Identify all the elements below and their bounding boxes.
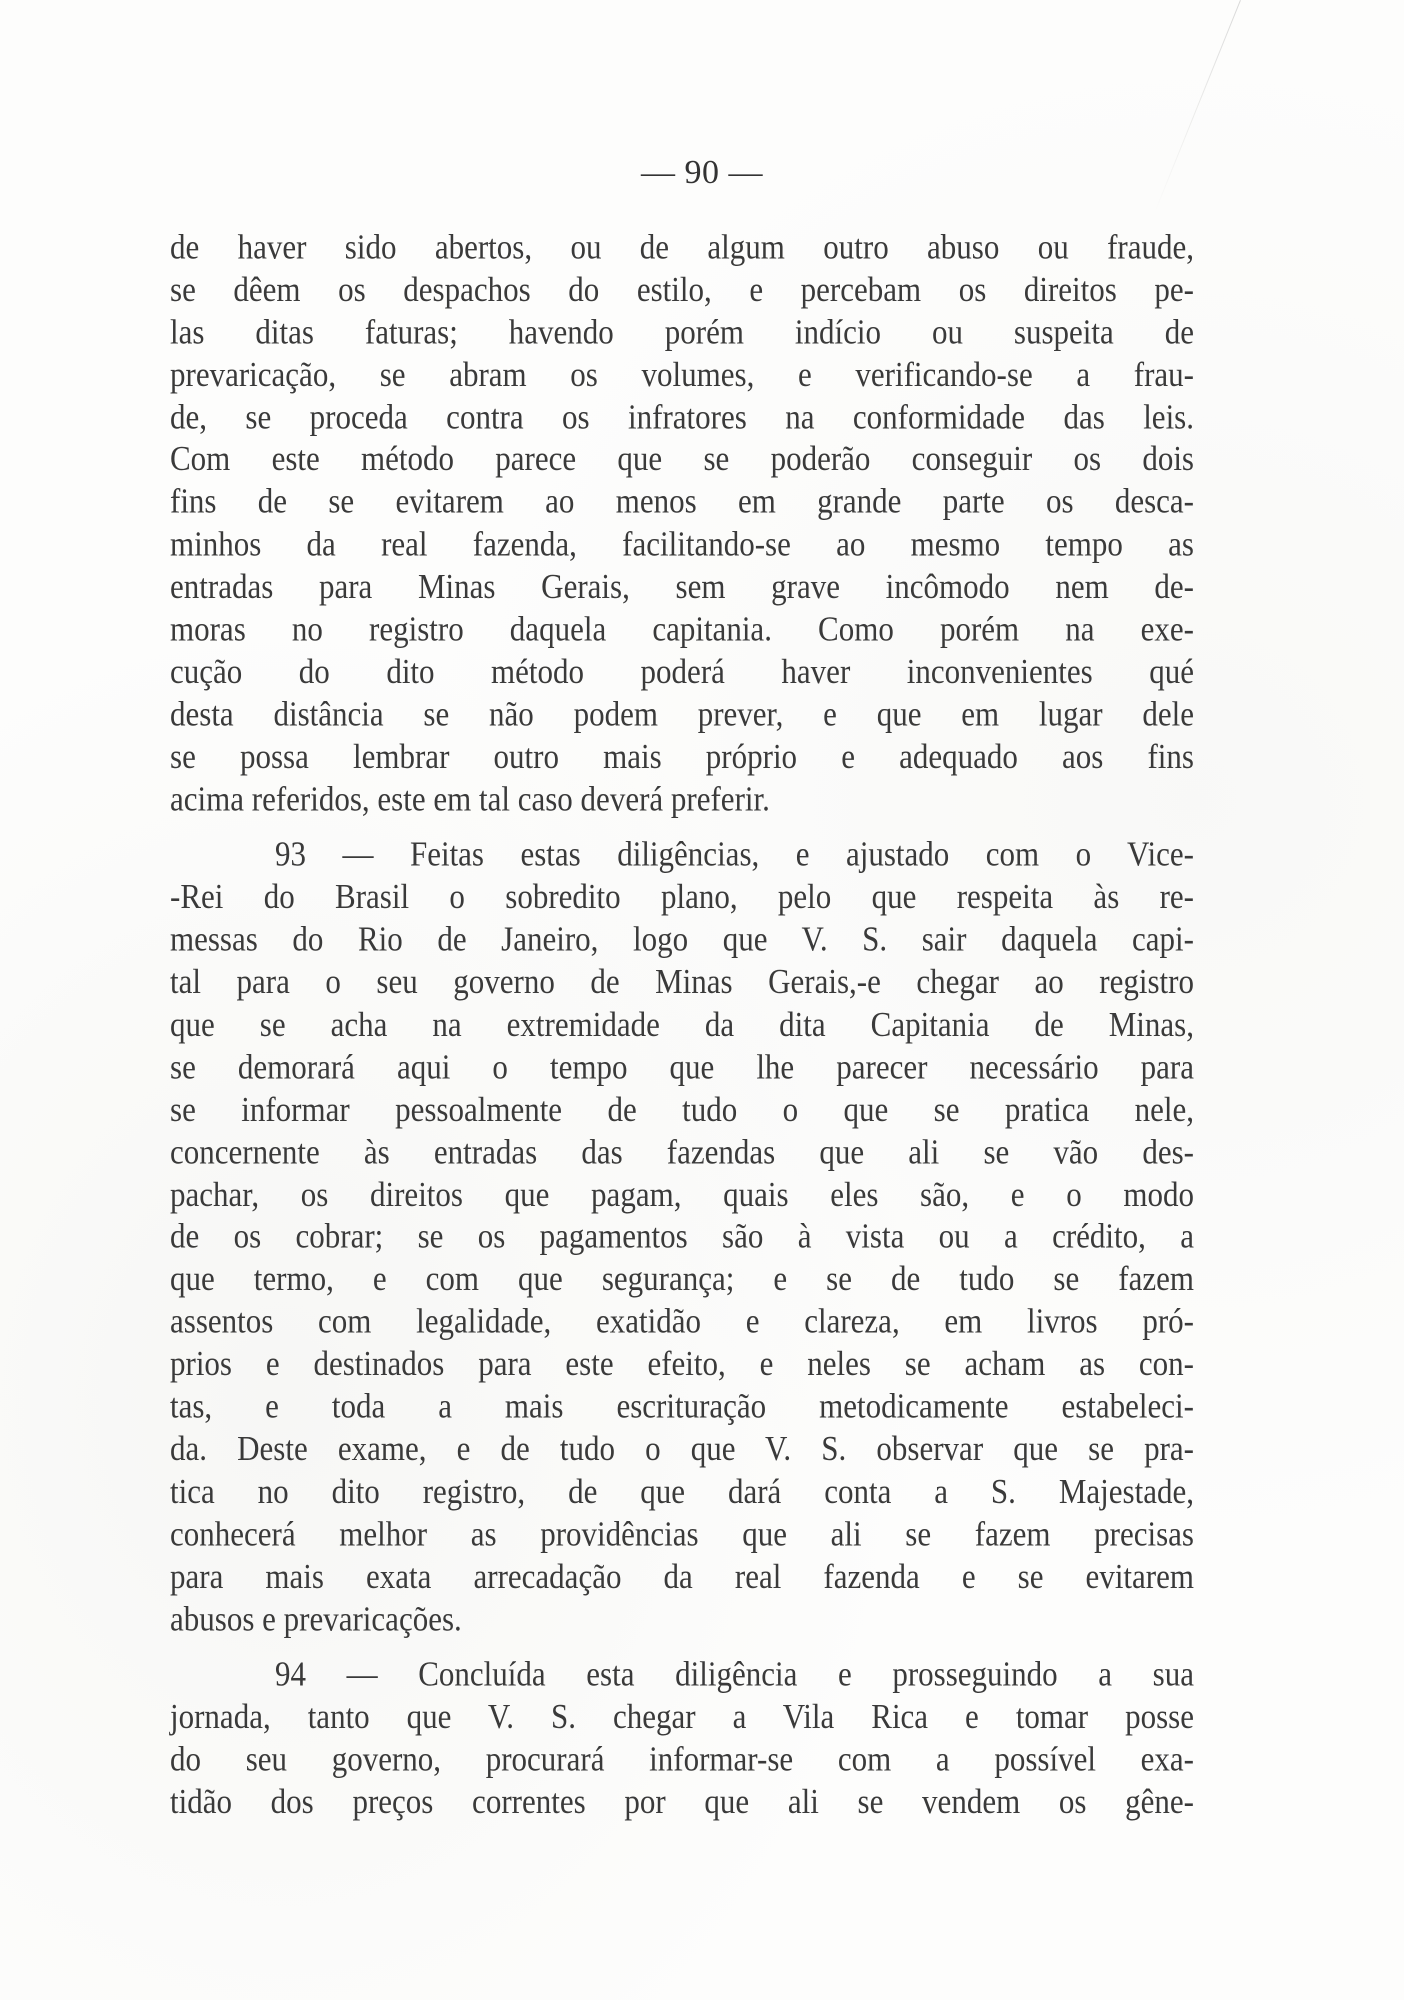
text-line: prios e destinados para este efeito, e neles se acham as con- [170,1343,1194,1384]
text-line: -Rei do Brasil o sobredito plano, pelo que respeita às re- [170,877,1194,917]
text-line: minhos da real fazenda, facilitando-se ao mesmo tempo as [170,524,1194,564]
text-line: fins de se evitarem ao menos em grande parte os desca- [170,481,1194,521]
text-line: jornada, tanto que V. S. chegar a Vila Rica e tomar posse [170,1696,1194,1737]
text-line: 94 — Concluída esta diligência e prosseguindo a sua [275,1654,1194,1694]
text-line: entradas para Minas Gerais, sem grave incômodo nem de- [170,566,1194,606]
text-line: do seu governo, procurará informar-se com a possível exa- [170,1739,1194,1779]
text-line: Com este método parece que se poderão conseguir os dois [170,439,1194,479]
text-line: messas do Rio de Janeiro, logo que V. S. sair daquela capi- [170,919,1194,959]
text-line: assentos com legalidade, exatidão e clareza, em livros pró- [170,1301,1194,1341]
text-line: desta distância se não podem prever, e que em lugar dele [170,693,1194,734]
text-line: que se acha na extremidade da dita Capitania de Minas, [170,1004,1194,1044]
text-line: cução do dito método poderá haver inconvenientes qué [170,651,1194,691]
text-line: de haver sido abertos, ou de algum outro abuso ou fraude, [170,227,1194,267]
text-line: se demorará aqui o tempo que lhe parecer necessário para [170,1046,1194,1087]
text-line: pachar, os direitos que pagam, quais eles são, e o modo [170,1174,1194,1214]
text-line: 93 — Feitas estas diligências, e ajustado com o Vice- [275,834,1194,874]
text-line: tas, e toda a mais escrituração metodicamente estabeleci- [170,1386,1194,1426]
paragraph-gap [170,820,1194,833]
text-line: tidão dos preços correntes por que ali se vendem os gêne- [170,1781,1194,1821]
paragraph-section-94 [170,1653,1194,1823]
text-line: tal para o seu governo de Minas Gerais,-e chegar ao registro [170,961,1194,1002]
text-line: tica no dito registro, de que dará conta a S. Majestade, [170,1471,1194,1511]
text-line: acima referidos, este em tal caso deverá preferir. [170,778,770,819]
page-number: — 90 — [641,154,763,191]
text-line: moras no registro daquela capitania. Como porém na exe- [170,609,1194,649]
body-text [170,226,1194,1823]
text-line: de, se proceda contra os infratores na conformidade das leis. [170,396,1194,437]
text-line: para mais exata arrecadação da real fazenda e se evitarem [170,1556,1194,1596]
text-line: se dêem os despachos do estilo, e percebam os direitos pe- [170,269,1194,309]
text-line: da. Deste exame, e de tudo o que V. S. observar que se pra- [170,1428,1194,1469]
text-line: concernente às entradas das fazendas que ali se vão des- [170,1131,1194,1171]
text-line: abusos e prevaricações. [170,1598,462,1638]
paragraph-section-93 [170,834,1194,1640]
text-line: se possa lembrar outro mais próprio e adequado aos fins [170,736,1194,776]
text-line: prevaricação, se abram os volumes, e verificando-se a frau- [170,354,1194,394]
text-line: las ditas faturas; havendo porém indício ou suspeita de [170,311,1194,352]
text-line: conhecerá melhor as providências que ali se fazem precisas [170,1513,1194,1553]
paragraph-gap [170,1640,1194,1653]
text-line: que termo, e com que segurança; e se de tudo se fazem [170,1259,1194,1299]
text-line: se informar pessoalmente de tudo o que se pratica nele, [170,1089,1194,1129]
paragraph-continuation [170,226,1194,820]
text-line: de os cobrar; se os pagamentos são à vista ou a crédito, a [170,1216,1194,1256]
